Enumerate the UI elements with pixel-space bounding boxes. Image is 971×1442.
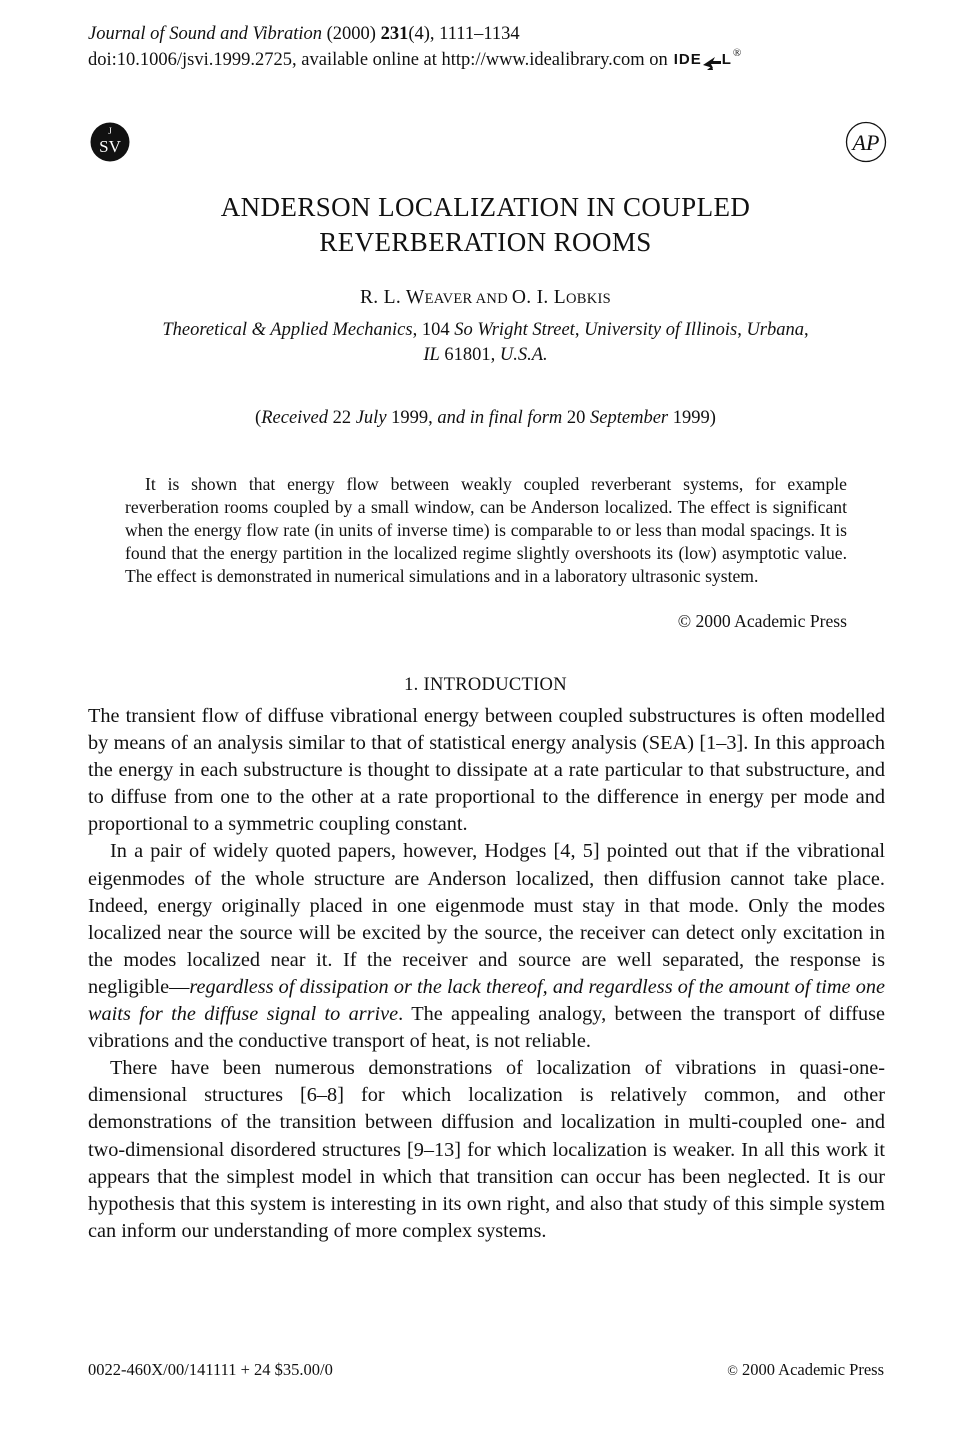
author-2-initials: O. I. L xyxy=(511,287,566,308)
paragraph-2-text-end: . The appealing analogy, between the transport of diffuse vibrations and the conductive transport of heat, is not reliable. xyxy=(88,1003,885,1053)
affil-sep: , xyxy=(574,320,585,340)
footer-publisher: 2000 Academic Press xyxy=(741,1360,884,1379)
affil-dept: Theoretical & Applied Mechanics xyxy=(162,320,413,340)
affil-university: University of Illinois xyxy=(584,320,738,340)
affil-street: So Wright Street xyxy=(454,320,575,340)
author-1-initials: R. L. W xyxy=(359,287,425,308)
body-text xyxy=(88,703,885,1245)
abstract: It is shown that energy flow between weakly coupled reverberant systems, for example reverberation rooms coupled by a small window, can be Anderson localized. The effect is significant when the energy flow rate (in units of inverse time) is comparable to or less than modal spacings. It is found that the energy partition in the localized regime slightly overshoots its (low) asymptotic value. The effect is demonstrated in numerical simulations and in a laboratory ultrasonic system. xyxy=(125,474,847,586)
ideal-logo-left-text: IDE xyxy=(673,51,702,68)
journal-volume: 231 xyxy=(380,24,409,44)
received-dates xyxy=(0,406,971,430)
author-2-surname: OBKIS xyxy=(566,291,612,307)
ap-publisher-logo-icon xyxy=(845,121,887,163)
section-heading: 1. INTRODUCTION xyxy=(404,675,567,695)
journal-year: (2000) xyxy=(322,24,381,44)
copyright-symbol: © xyxy=(727,1364,738,1379)
registered-mark: ® xyxy=(732,47,743,59)
journal-name: Journal of Sound and Vibration xyxy=(88,24,322,44)
received-month: July xyxy=(355,408,387,428)
affil-city: Urbana xyxy=(746,320,804,340)
affiliation xyxy=(95,318,876,368)
paragraph-2-text: In a pair of widely quoted papers, however, Hodges [4, 5] pointed out that if the vibrational eigenmodes of the whole structure are Anderson localized, then diffusion cannot take place. Indeed, energy originally placed in one eigenmode must stay in that mode. Only the modes localized near the source will be excited by the source, the receiver can detect only excitation in the modes localized near it. If the receiver and source are well separated, the response is negligible— xyxy=(88,840,885,998)
arrow-icon xyxy=(703,50,721,70)
journal-citation xyxy=(88,22,520,46)
ideal-logo-right-text: L xyxy=(721,51,732,68)
journal-pages: (4), 1111–1134 xyxy=(408,24,520,44)
paragraph-2-emphasis: regardless of dissipation or the lack thereof, and regardless of the amount of time one waits for the diffuse signal to arrive xyxy=(88,975,885,1026)
paragraph-2 xyxy=(88,838,885,1055)
authors-and: AND xyxy=(472,291,512,307)
paragraph-1: The transient flow of diffuse vibrational energy between coupled substructures is often modelled by means of an analysis similar to that of statistical energy analysis (SEA) [1–3]. In this approach the energy in each substructure is thought to dissipate at a rate particular to that substructure, and to diffuse from one to the other at a rate proportional to the difference in energy per mode and proportional to a symmetric coupling constant. xyxy=(88,705,885,836)
final-year: 1999) xyxy=(668,408,716,428)
title-line-1: ANDERSON LOCALIZATION IN COUPLED xyxy=(220,192,751,222)
abstract-copyright: © 2000 Academic Press xyxy=(677,611,847,631)
footer-issn: 0022-460X/00/141111 + 24 $35.00/0 xyxy=(88,1360,333,1379)
footer-copyright xyxy=(727,1358,884,1384)
received-year: 1999, xyxy=(386,408,438,428)
affil-country: U.S.A. xyxy=(499,345,548,365)
received-day: 22 xyxy=(327,408,356,428)
affil-sep: , xyxy=(737,320,747,340)
sv-publisher-logo-icon xyxy=(90,121,130,163)
final-form-phrase: and in final form xyxy=(437,408,563,428)
final-month: September xyxy=(590,408,669,428)
author-1-surname: EAVER xyxy=(424,291,473,307)
paper-title xyxy=(0,190,971,260)
final-day: 20 xyxy=(562,408,591,428)
authors xyxy=(0,286,971,311)
ideal-logo xyxy=(674,48,743,72)
doi-text[interactable]: doi:10.1006/jsvi.1999.2725, available online at http://www.idealibrary.com on xyxy=(88,50,668,70)
affil-state: IL xyxy=(423,345,440,365)
affil-zip: 61801, xyxy=(439,345,500,365)
doi-line xyxy=(88,48,742,72)
received-open: ( xyxy=(255,408,262,428)
received-word: Received xyxy=(261,408,328,428)
affil-sep: , xyxy=(804,320,809,340)
affil-num: , 104 xyxy=(412,320,455,340)
title-line-2: REVERBERATION ROOMS xyxy=(319,227,652,257)
paragraph-3: There have been numerous demonstrations of localization of vibrations in quasi-one-dimensional structures [6–8] for which localization is relatively common, and other demonstrations of the transition between diffusion and localization in multi-coupled one- and two-dimensional disordered structures [9–13] for which localization is weaker. In all this work it appears that the simplest model in which that transition can occur has been neglected. It is our hypothesis that this system is interesting in its own right, and also that study of this simple system can inform our understanding of more complex systems. xyxy=(88,1057,885,1242)
sv-logo-text: SV xyxy=(99,137,121,156)
sv-logo-mark: J xyxy=(108,126,112,136)
ap-logo-text: AP xyxy=(852,130,880,155)
